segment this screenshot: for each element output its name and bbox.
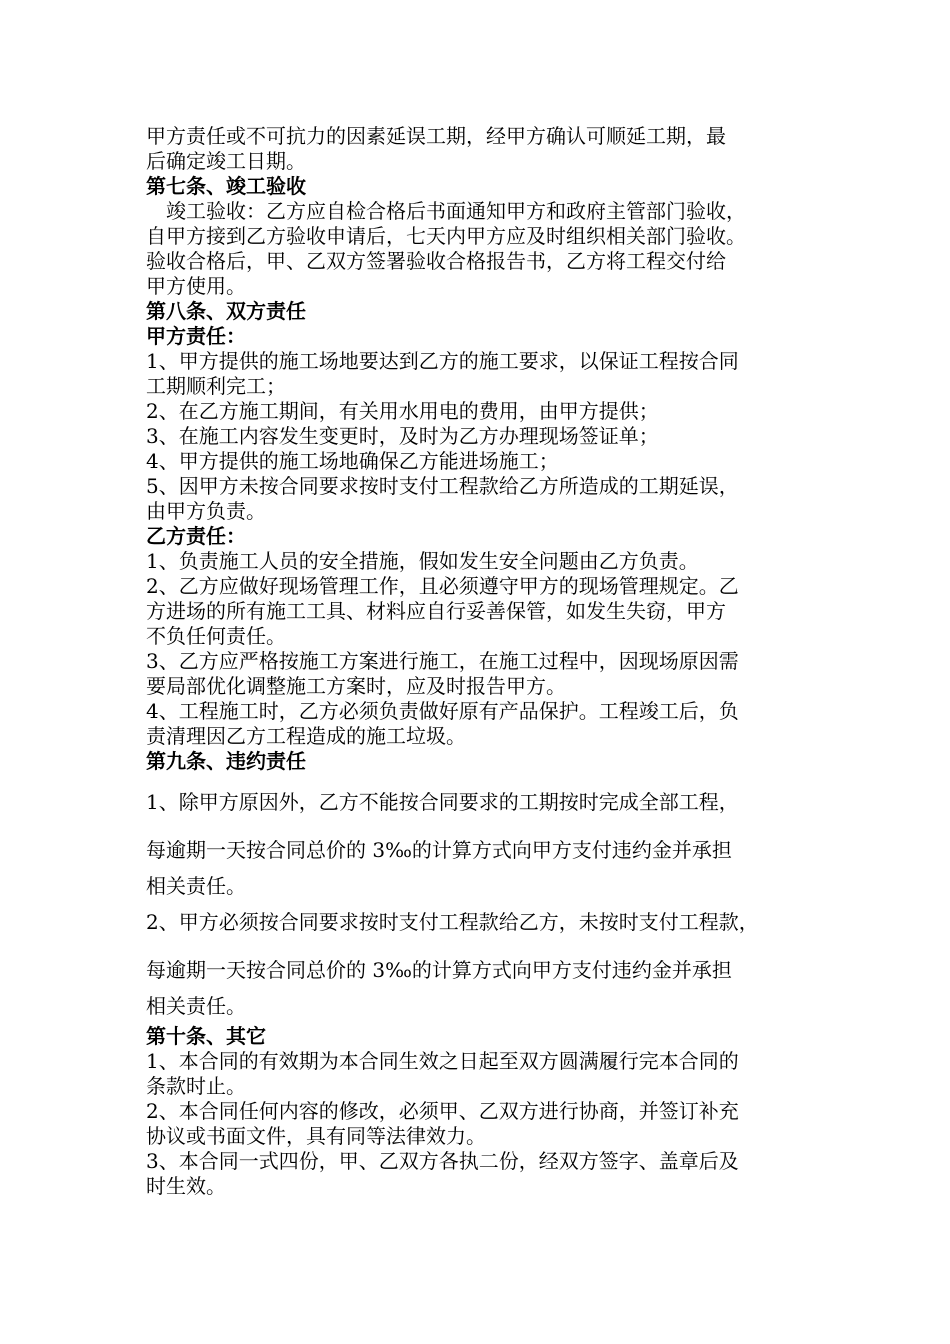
text-line: 工期顺利完工； — [146, 374, 286, 398]
text-line: 自甲方接到乙方验收申请后，七天内甲方应及时组织相关部门验收。 — [146, 224, 746, 248]
text-line: 验收合格后，甲、乙双方签署验收合格报告书，乙方将工程交付给 — [146, 249, 726, 273]
subheading-party-b: 乙方责任： — [146, 524, 246, 548]
text-line: 1、负责施工人员的安全措施，假如发生安全问题由乙方负责。 — [146, 549, 699, 573]
text-line: 5、因甲方未按合同要求按时支付工程款给乙方所造成的工期延误， — [146, 474, 739, 498]
section-heading-7: 第七条、竣工验收 — [146, 174, 306, 198]
text-line: 责清理因乙方工程造成的施工垃圾。 — [146, 724, 466, 748]
text-line: 1、除甲方原因外，乙方不能按合同要求的工期按时完成全部工程， — [146, 790, 739, 814]
section-heading-8: 第八条、双方责任 — [146, 299, 306, 323]
text-line: 要局部优化调整施工方案时，应及时报告甲方。 — [146, 674, 566, 698]
text-line: 相关责任。 — [146, 994, 246, 1018]
text-line: 2、本合同任何内容的修改，必须甲、乙双方进行协商，并签订补充 — [146, 1099, 739, 1123]
text-line: 1、甲方提供的施工场地要达到乙方的施工要求，以保证工程按合同 — [146, 349, 739, 373]
text-line: 2、乙方应做好现场管理工作，且必须遵守甲方的现场管理规定。乙 — [146, 574, 739, 598]
text-line: 3、乙方应严格按施工方案进行施工，在施工过程中，因现场原因需 — [146, 649, 739, 673]
section-heading-9: 第九条、违约责任 — [146, 749, 306, 773]
text-line: 3、在施工内容发生变更时，及时为乙方办理现场签证单； — [146, 424, 659, 448]
text-line: 3、本合同一式四份，甲、乙双方各执二份，经双方签字、盖章后及 — [146, 1149, 739, 1173]
text-line: 竣工验收：乙方应自检合格后书面通知甲方和政府主管部门验收， — [166, 199, 746, 223]
text-line: 每逾期一天按合同总价的 3‰的计算方式向甲方支付违约金并承担 — [146, 958, 732, 982]
text-line: 4、工程施工时，乙方必须负责做好原有产品保护。工程竣工后，负 — [146, 699, 739, 723]
text-line: 条款时止。 — [146, 1074, 246, 1098]
document-page — [146, 124, 826, 1199]
text-line: 后确定竣工日期。 — [146, 149, 306, 173]
text-line: 时生效。 — [146, 1174, 226, 1198]
text-line: 方进场的所有施工工具、材料应自行妥善保管，如发生失窃，甲方 — [146, 599, 726, 623]
text-line: 相关责任。 — [146, 874, 246, 898]
text-line: 协议或书面文件，具有同等法律效力。 — [146, 1124, 486, 1148]
subheading-party-a: 甲方责任： — [146, 324, 246, 348]
text-line: 甲方责任或不可抗力的因素延误工期，经甲方确认可顺延工期，最 — [146, 124, 726, 148]
text-line: 不负任何责任。 — [146, 624, 286, 648]
text-line: 1、本合同的有效期为本合同生效之日起至双方圆满履行完本合同的 — [146, 1049, 739, 1073]
section-heading-10: 第十条、其它 — [146, 1024, 266, 1048]
text-line: 每逾期一天按合同总价的 3‰的计算方式向甲方支付违约金并承担 — [146, 838, 732, 862]
text-line: 甲方使用。 — [146, 274, 246, 298]
text-line: 由甲方负责。 — [146, 499, 266, 523]
text-line: 2、在乙方施工期间，有关用水用电的费用，由甲方提供； — [146, 399, 659, 423]
text-line: 2、甲方必须按合同要求按时支付工程款给乙方，未按时支付工程款， — [146, 910, 759, 934]
text-line: 4、甲方提供的施工场地确保乙方能进场施工； — [146, 449, 559, 473]
